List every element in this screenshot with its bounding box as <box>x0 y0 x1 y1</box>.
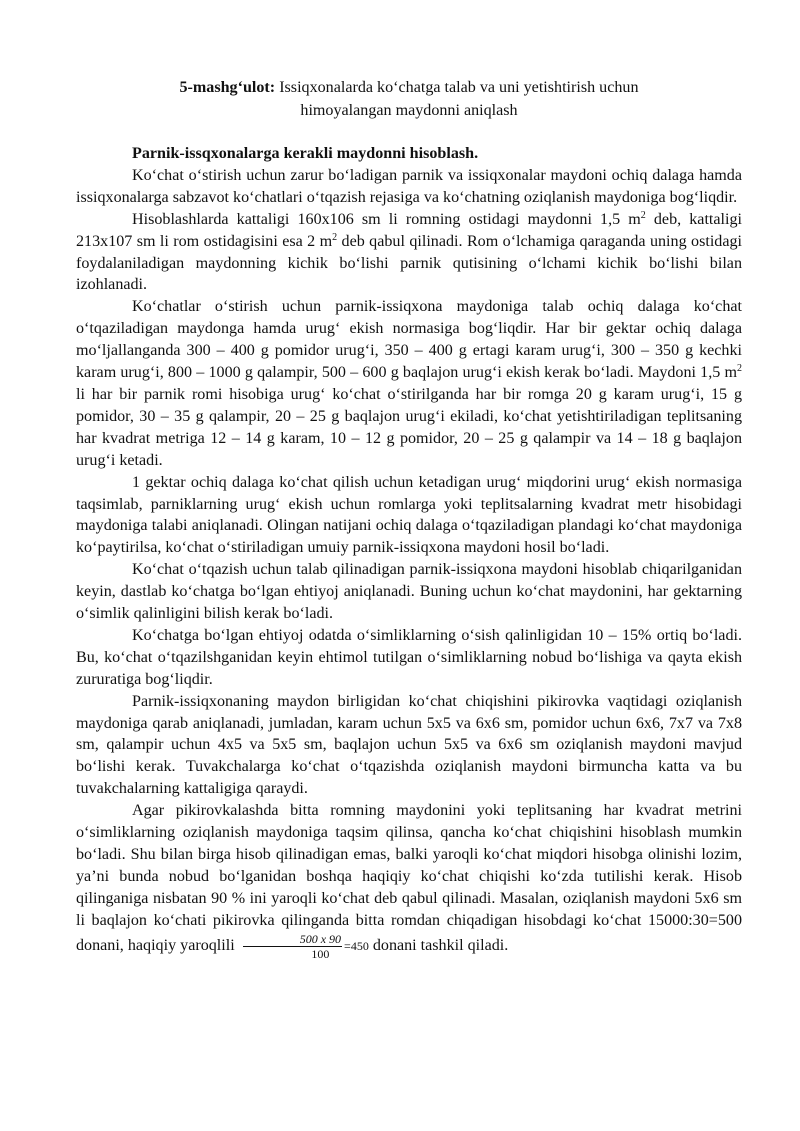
paragraph-3-part-b: li har bir parnik romi hisobiga urug‘ ko‘chat o‘stirilganda har bir romga 20 g karam urug‘i, 15 g pomidor, 30 – 35 g qalampir, 20 – 25 g baqlajon urug‘i ekiladi, ko‘chat yetishtiriladigan teplitsaning har kvadrat metriga 12 – 14 g karam, 10 – 12 g pomidor, 20 – 25 g qalampir va 14 – 18 g baqlajon urug‘i ketadi. <box>76 385 742 469</box>
paragraph-3 <box>76 296 742 471</box>
formula-result: =450 <box>344 938 369 953</box>
lesson-title-line2: himoyalangan maydonni aniqlash <box>300 102 518 119</box>
paragraph-8-part-a: Agar pikirovkalashda bitta romning maydonini yoki teplitsaning har kvadrat metrini o‘simliklarning oziqlanish maydoniga taqsim qilinsa, qancha ko‘chat chiqishini hisoblash mumkin bo‘ladi. Shu bilan birga hisob qilinadigan emas, balki yaroqli ko‘chat miqdori hisobga olinishi lozim, ya’ni bunda nobud bo‘lganidan boshqa haqiqiy ko‘chat chiqishi ko‘zda tutilishi kerak. Hisob qilinganiga nisbatan 90 % ini yaroqli ko‘chat deb qabul qilinadi. Masalan, oziqlanish maydoni 5x6 sm li baqlajon ko‘chati pikirovka qilinganda bitta romdan chiqadigan hisobdagi ko‘chat 15000:30=500 donani, haqiqiy yaroqlili <box>76 802 742 954</box>
paragraph-4: 1 gektar ochiq dalaga ko‘chat qilish uchun ketadigan urug‘ miqdorini urug‘ ekish normasiga taqsimlab, parniklarning urug‘ ekish uchun romlarga yoki teplitsalarning kvadrat metr hisobidagi maydoniga talabi aniqlanadi. Olingan natijani ochiq dalaga o‘tqaziladigan plandagi ko‘chat maydoniga ko‘paytirilsa, ko‘chat o‘stiriladigan umuiy parnik-issiqxona maydoni hosil bo‘ladi. <box>76 473 742 557</box>
section-heading: Parnik-issqxonalarga kerakli maydonni hisoblash. <box>132 145 479 162</box>
paragraph-1: Ko‘chat o‘stirish uchun zarur bo‘ladigan parnik va issiqxonalar maydoni ochiq dalaga hamda issiqxonalarga sabzavot ko‘chatlari o‘tqazish rejasiga va ko‘chatning oziqlanish maydoniga bog‘liqdir. <box>76 166 742 206</box>
paragraph-8-part-b: donani tashkil qiladi. <box>368 936 509 954</box>
paragraph-2-part-b: deb, kattaligi 213x107 sm li rom ostidagisini esa 2 m <box>76 210 742 250</box>
superscript: 2 <box>737 363 742 375</box>
fraction-formula <box>243 932 342 961</box>
paragraph-3-part-a: Ko‘chatlar o‘stirish uchun parnik-issiqxona maydoniga talab ochiq dalaga ko‘chat o‘tqaziladigan maydonga hamda urug‘ ekish normasiga bog‘liqdir. Har bir gektar ochiq dalaga mo‘ljallanganda 300 – 400 g pomidor urug‘i, 350 – 400 g ertagi karam urug‘i, 300 – 350 g kechki karam urug‘i, 800 – 1000 g qalampir, 500 – 600 g baqlajon urug‘i ekish kerak bo‘ladi. Maydoni 1,5 m <box>76 298 742 382</box>
paragraph-2 <box>76 209 742 297</box>
paragraph-8 <box>76 800 742 960</box>
paragraph-2-part-a: Hisoblashlarda kattaligi 160x106 sm li romning ostidagi maydonni 1,5 m <box>132 210 641 228</box>
document-page <box>76 76 742 961</box>
paragraph-2-part-c: deb qabul qilinadi. Rom o‘lchamiga qaraganda uning ostidagi foydalaniladigan maydonning kichik bo‘lishi parnik qutisining o‘lchami kichik bo‘lishi bilan izohlanadi. <box>76 232 742 294</box>
fraction-numerator: 500 x 90 <box>243 932 342 947</box>
paragraph-5: Ko‘chat o‘tqazish uchun talab qilinadigan parnik-issiqxona maydoni hisoblab chiqarilganidan keyin, dastlab ko‘chatga bo‘lgan ehtiyoj aniqlanadi. Buning uchun ko‘chat maydonini, har gektarning o‘simlik qalinligini bilish kerak bo‘ladi. <box>76 561 742 623</box>
lesson-title <box>76 76 742 122</box>
superscript: 2 <box>640 209 646 221</box>
paragraph-7: Parnik-issiqxonaning maydon birligidan ko‘chat chiqishini pikirovka vaqtidagi oziqlanish maydoniga qarab aniqlanadi, jumladan, karam uchun 5x5 va 6x6 sm, pomidor uchun 6x6, 7x7 va 7x8 sm, qalampir uchun 4x5 va 5x5 sm, baqlajon uchun 5x5 va 6x6 sm oziqlanish maydoni mavjud bo‘lishi kerak. Tuvakchalarga ko‘chat o‘tqazishda oziqlanish maydoni birmuncha katta va bu tuvakchalarning kattaligiga qaraydi. <box>76 692 742 798</box>
paragraph-6: Ko‘chatga bo‘lgan ehtiyoj odatda o‘simliklarning o‘sish qalinligidan 10 – 15% ortiq bo‘ladi. Bu, ko‘chat o‘tqazilshganidan keyin ehtimol tutilgan o‘simliklarning nobud bo‘lishiga va qayta ekish zururatiga bog‘liqdir. <box>76 626 742 688</box>
fraction-denominator: 100 <box>311 946 330 961</box>
lesson-number: 5-mashg‘ulot: <box>179 79 276 96</box>
lesson-title-line1: Issiqxonalarda ko‘chatga talab va uni yetishtirish uchun <box>279 79 639 96</box>
superscript: 2 <box>332 231 338 243</box>
